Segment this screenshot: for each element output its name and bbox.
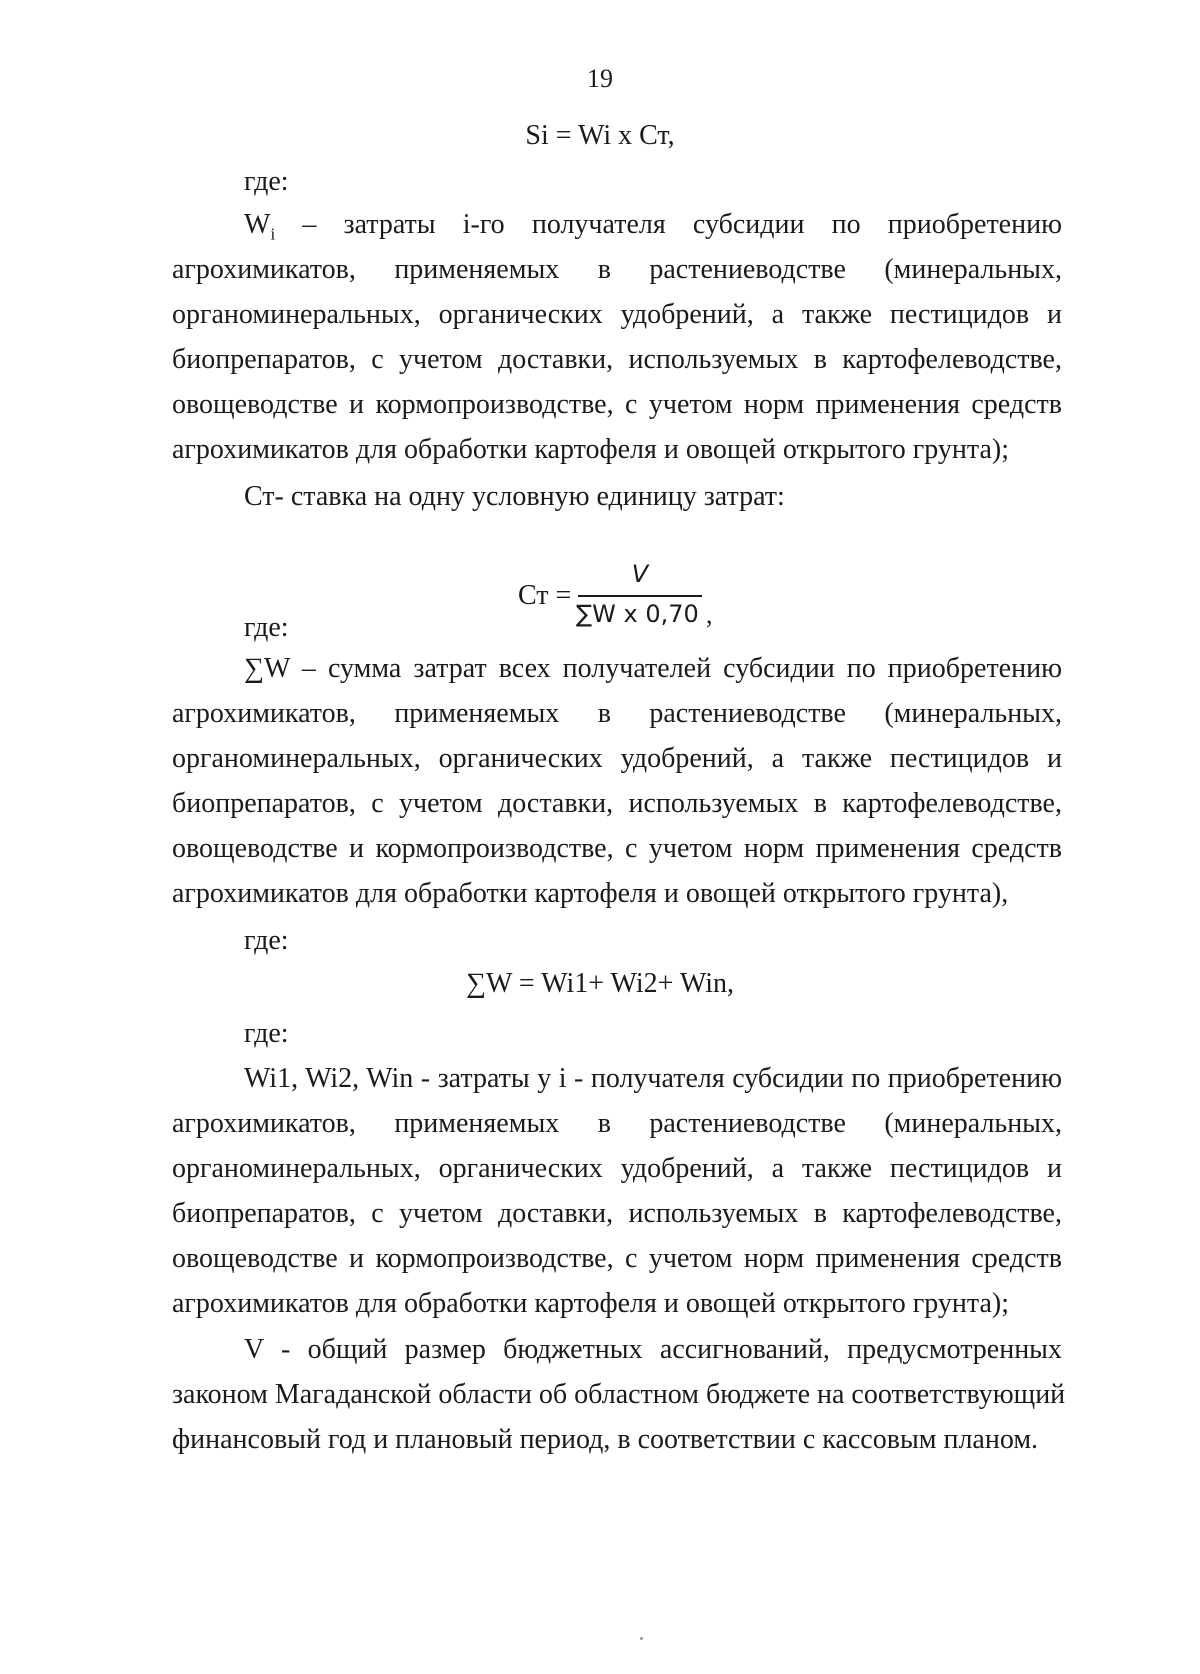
fraction-bar: [578, 595, 702, 597]
para-wi-line-1: $W_i$ – затраты i-го получателя субсидии по приобретению: [244, 209, 1062, 244]
para-v-line-2: законом Магаданской области об областном бюджете на соответствующий: [172, 1379, 1066, 1410]
para-wi1-line-2: агрохимикатов, применяемых в растениеводстве (минеральных,: [172, 1108, 1062, 1139]
scan-speck: [640, 1637, 643, 1640]
para-wi-line-6: агрохимикатов для обработки картофеля и овощей открытого грунта);: [172, 434, 1010, 465]
para-wi-line-3: органоминеральных, органических удобрений, а также пестицидов и: [172, 299, 1062, 330]
where-label: где:: [244, 166, 289, 197]
formula-si: Si = Wi x Ст,: [525, 120, 675, 151]
para-v-line-3: финансовый год и плановый период, в соответствии с кассовым планом.: [172, 1424, 1039, 1455]
where-label-2: где:: [244, 612, 289, 643]
rate-definition: Ст- ставка на одну условную единицу затрат:: [244, 481, 785, 512]
wi-symbol: W: [244, 209, 271, 240]
wi-subscript: i: [270, 224, 276, 244]
para-wi-line-2: агрохимикатов, применяемых в растениеводстве (минеральных,: [172, 254, 1062, 285]
para-wi1-line-6: агрохимикатов для обработки картофеля и овощей открытого грунта);: [172, 1288, 1010, 1319]
para-wi1-line-4: биопрепаратов, с учетом доставки, используемых в картофелеводстве,: [172, 1198, 1062, 1229]
para-sum-line-1: ∑W – сумма затрат всех получателей субсидии по приобретению: [244, 653, 1062, 684]
para-sum-line-6: агрохимикатов для обработки картофеля и овощей открытого грунта),: [172, 878, 1009, 909]
formula-sum: ∑W = Wi1+ Wi2+ Win,: [466, 968, 734, 999]
where-label-3: где:: [244, 925, 289, 956]
formula-ct-numerator: V: [631, 560, 649, 588]
formula-ct-denominator: ∑W x 0,70: [576, 600, 699, 628]
formula-ct-lhs: Ст =: [518, 580, 572, 611]
page-number: 19: [587, 64, 613, 93]
para-wi-line-4: биопрепаратов, с учетом доставки, используемых в картофелеводстве,: [172, 344, 1062, 375]
para-sum-line-5: овощеводстве и кормопроизводстве, с учетом норм применения средств: [172, 833, 1062, 864]
para-wi1-line-5: овощеводстве и кормопроизводстве, с учетом норм применения средств: [172, 1243, 1062, 1274]
formula-ct-comma: ,: [706, 600, 713, 629]
para-wi1-line-3: органоминеральных, органических удобрений, а также пестицидов и: [172, 1153, 1062, 1184]
para-sum-line-4: биопрепаратов, с учетом доставки, используемых в картофелеводстве,: [172, 788, 1062, 819]
para-sum-line-3: органоминеральных, органических удобрений, а также пестицидов и: [172, 743, 1062, 774]
para-v-line-1: V - общий размер бюджетных ассигнований, предусмотренных: [244, 1334, 1062, 1365]
para-wi-line-5: овощеводстве и кормопроизводстве, с учетом норм применения средств: [172, 389, 1062, 420]
para-sum-line-2: агрохимикатов, применяемых в растениеводстве (минеральных,: [172, 698, 1062, 729]
formula-ct: [500, 560, 760, 650]
where-label-4: где:: [244, 1018, 289, 1049]
para-wi1-line-1: Wi1, Wi2, Win - затраты у i - получателя субсидии по приобретению: [244, 1063, 1062, 1094]
